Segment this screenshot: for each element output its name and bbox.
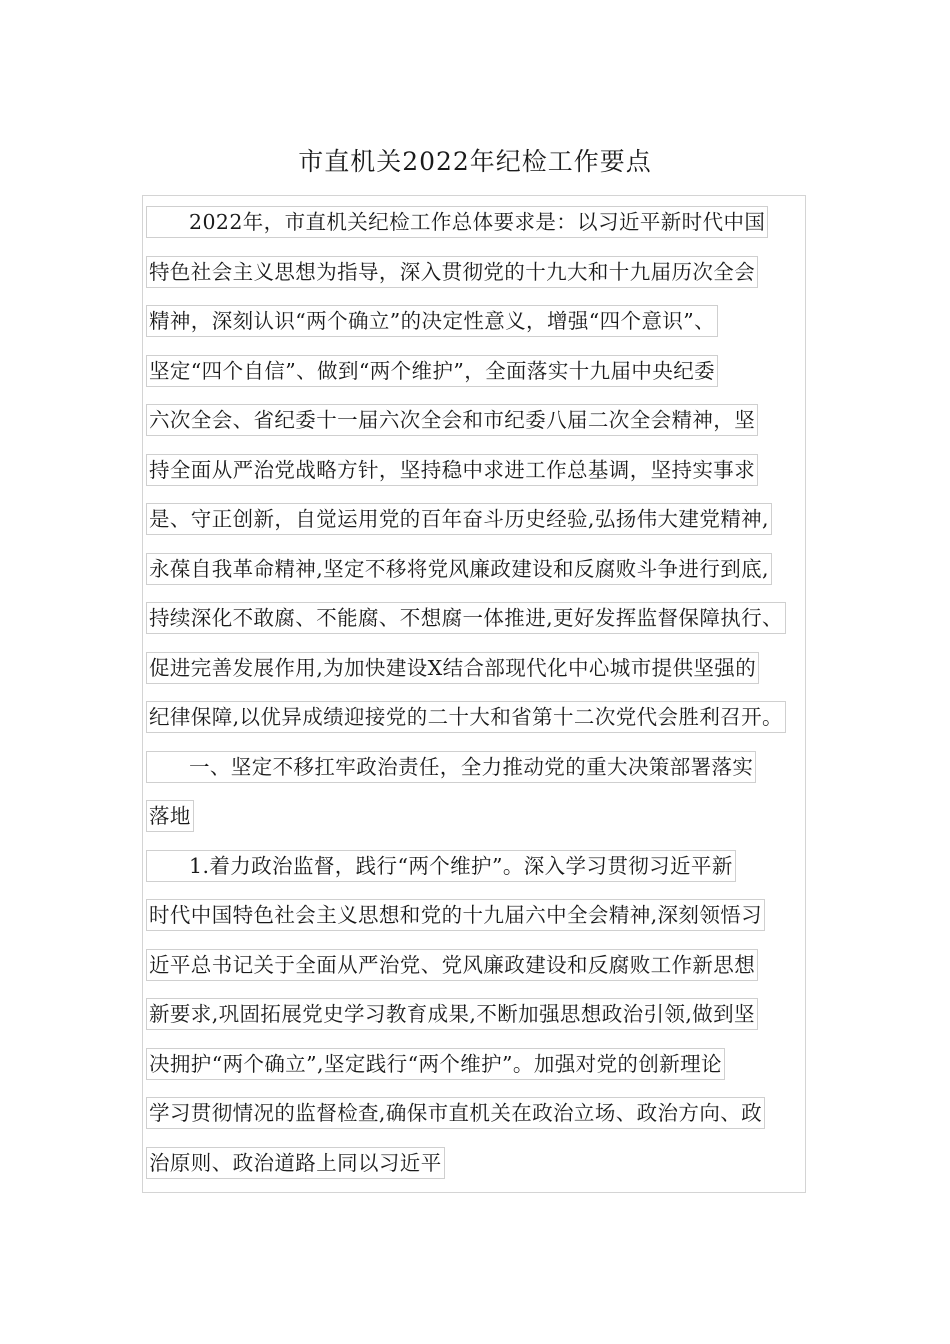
section-heading: 落地: [146, 800, 194, 832]
document-body: [146, 206, 836, 1196]
text-line: [146, 256, 836, 306]
text-line: [146, 305, 836, 355]
paragraph-text: 时代中国特色社会主义思想和党的十九届六中全会精神,深刻领悟习: [146, 899, 765, 931]
paragraph-text: 持续深化不敢腐、不能腐、不想腐一体推进,更好发挥监督保障执行、: [146, 602, 786, 634]
paragraph-text: 精神，深刻认识“两个确立”的决定性意义，增强“四个意识”、: [146, 305, 718, 337]
document-title: 市直机关2022年纪检工作要点: [298, 147, 652, 176]
text-line: [146, 1097, 836, 1147]
section-heading: 一、坚定不移扛牢政治责任，全力推动党的重大决策部署落实: [146, 751, 756, 783]
paragraph-text: 决拥护“两个确立”,坚定践行“两个维护”。加强对党的创新理论: [146, 1048, 725, 1080]
paragraph-text: 持全面从严治党战略方针，坚持稳中求进工作总基调，坚持实事求: [146, 454, 758, 486]
text-line: [146, 899, 836, 949]
text-line: [146, 454, 836, 504]
text-line: [146, 1147, 836, 1197]
paragraph-text: 是、守正创新，自觉运用党的百年奋斗历史经验,弘扬伟大建党精神,: [146, 503, 772, 535]
paragraph-text: 纪律保障,以优异成绩迎接党的二十大和省第十二次党代会胜利召开。: [146, 701, 786, 733]
text-line: [146, 701, 836, 751]
text-line: [146, 850, 836, 900]
paragraph-text: 2022年，市直机关纪检工作总体要求是：以习近平新时代中国: [146, 206, 768, 238]
text-line: [146, 602, 836, 652]
text-line: [146, 404, 836, 454]
text-line: [146, 1048, 836, 1098]
heading-line: [146, 800, 836, 850]
paragraph-text: 促进完善发展作用,为加快建设X结合部现代化中心城市提供坚强的: [146, 652, 759, 684]
text-line: [146, 949, 836, 999]
paragraph-text: 学习贯彻情况的监督检查,确保市直机关在政治立场、政治方向、政: [146, 1097, 765, 1129]
paragraph-text: 近平总书记关于全面从严治党、党风廉政建设和反腐败工作新思想: [146, 949, 758, 981]
text-line: [146, 355, 836, 405]
paragraph-text: 永葆自我革命精神,坚定不移将党风廉政建设和反腐败斗争进行到底,: [146, 553, 772, 585]
text-line: [146, 553, 836, 603]
text-line: [146, 503, 836, 553]
paragraph-text: 特色社会主义思想为指导，深入贯彻党的十九大和十九届历次全会: [146, 256, 758, 288]
text-line: [146, 206, 836, 256]
paragraph-text: 坚定“四个自信”、做到“两个维护”，全面落实十九届中央纪委: [146, 355, 718, 387]
text-line: [146, 652, 836, 702]
heading-line: [146, 751, 836, 801]
paragraph-text: 1.着力政治监督，践行“两个维护”。深入学习贯彻习近平新: [146, 850, 736, 882]
text-line: [146, 998, 836, 1048]
paragraph-text: 治原则、政治道路上同以习近平: [146, 1147, 445, 1179]
paragraph-text: 六次全会、省纪委十一届六次全会和市纪委八届二次全会精神，坚: [146, 404, 758, 436]
paragraph-text: 新要求,巩固拓展党史学习教育成果,不断加强思想政治引领,做到坚: [146, 998, 758, 1030]
